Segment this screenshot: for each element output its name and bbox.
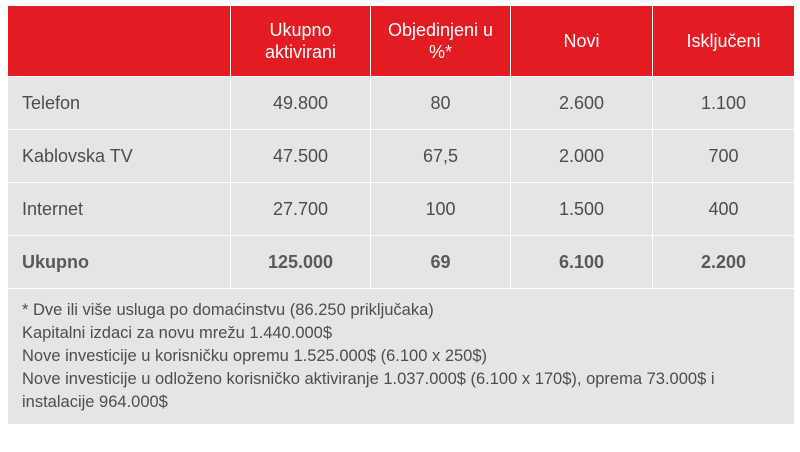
header-objedinjeni: Objedinjeni u %*	[370, 6, 510, 76]
cell-novi: 1.500	[510, 182, 652, 235]
services-table	[8, 6, 794, 288]
footnotes	[8, 289, 794, 424]
statistics-panel	[8, 6, 794, 446]
header-iskljuceni: Isključeni	[652, 6, 794, 76]
header-row	[8, 6, 794, 76]
footnote-households: * Dve ili više usluga po domaćinstvu (86.250 priključaka)	[22, 301, 434, 319]
table-row	[8, 129, 794, 182]
total-row	[8, 235, 794, 288]
header-ukupno-aktivirani: Ukupno aktivirani	[230, 6, 370, 76]
total-label: Ukupno	[8, 235, 230, 288]
cell-ukupno-aktivirani: 47.500	[230, 129, 370, 182]
table-row	[8, 76, 794, 129]
header-novi: Novi	[510, 6, 652, 76]
cell-ukupno-aktivirani: 49.800	[230, 76, 370, 129]
footnote-customer-equipment: Nove investicije u korisničku opremu 1.525.000$ (6.100 x 250$)	[22, 347, 488, 365]
header-empty-cell	[8, 6, 230, 76]
cell-objedinjeni: 67,5	[370, 129, 510, 182]
total-novi: 6.100	[510, 235, 652, 288]
cell-iskljuceni: 400	[652, 182, 794, 235]
table-row	[8, 182, 794, 235]
cell-objedinjeni: 100	[370, 182, 510, 235]
row-label: Internet	[8, 182, 230, 235]
total-ukupno-aktivirani: 125.000	[230, 235, 370, 288]
cell-iskljuceni: 700	[652, 129, 794, 182]
cell-iskljuceni: 1.100	[652, 76, 794, 129]
cell-novi: 2.600	[510, 76, 652, 129]
total-objedinjeni: 69	[370, 235, 510, 288]
footnote-deferred-activation: Nove investicije u odloženo korisničko aktiviranje 1.037.000$ (6.100 x 170$), oprema 73.000$ i instalacije 964.000$	[22, 370, 715, 411]
cell-objedinjeni: 80	[370, 76, 510, 129]
row-label: Telefon	[8, 76, 230, 129]
cell-novi: 2.000	[510, 129, 652, 182]
footnote-capital-expenditure: Kapitalni izdaci za novu mrežu 1.440.000$	[22, 324, 333, 342]
row-label: Kablovska TV	[8, 129, 230, 182]
total-iskljuceni: 2.200	[652, 235, 794, 288]
cell-ukupno-aktivirani: 27.700	[230, 182, 370, 235]
